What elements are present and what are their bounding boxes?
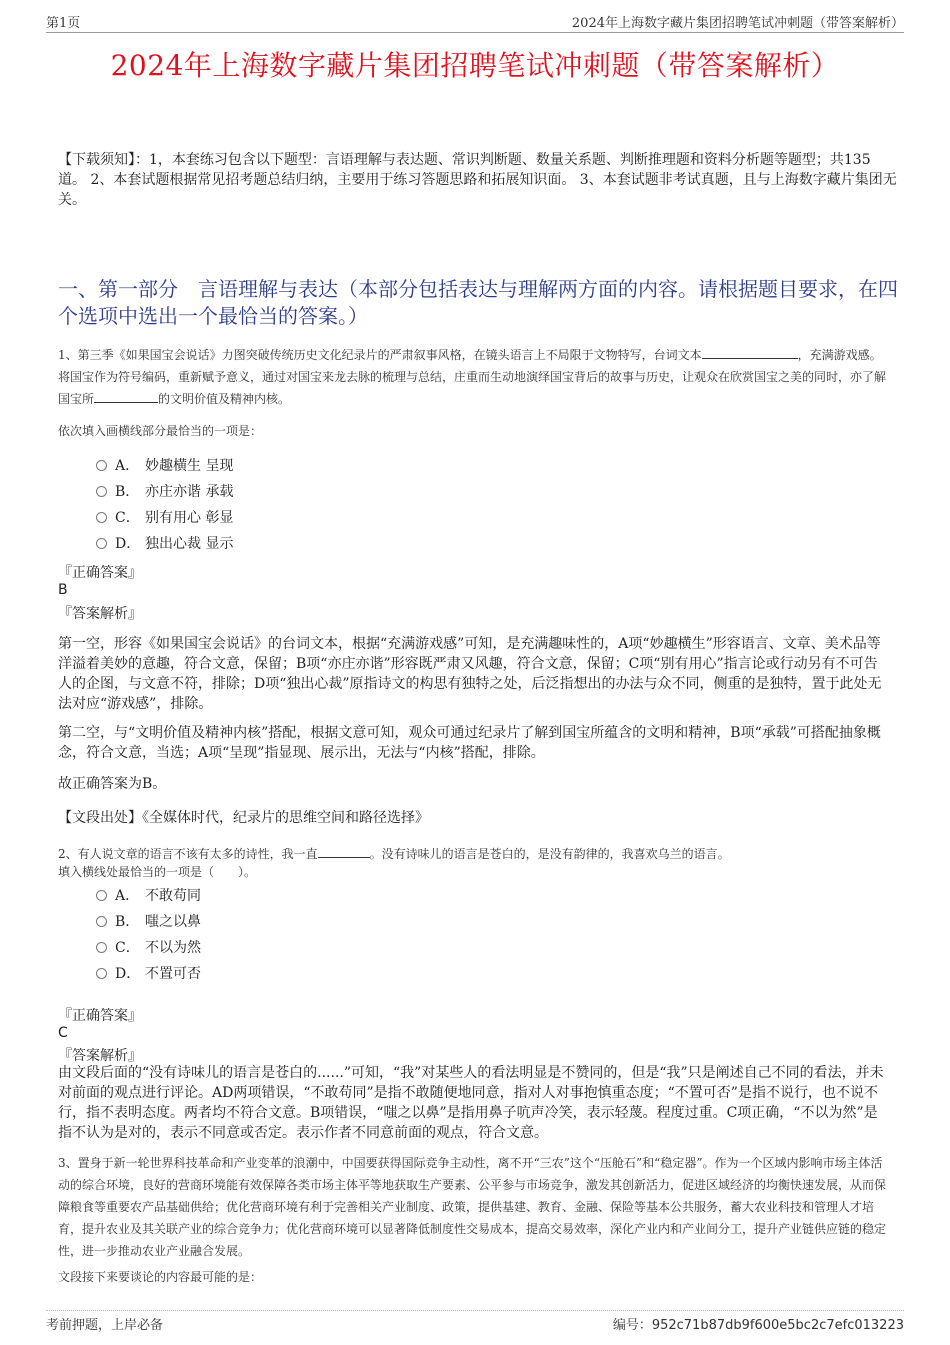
q1-prompt: 依次填入画横线部分最恰当的一项是： — [58, 424, 263, 438]
q3-prompt: 文段接下来要谈论的内容最可能的是： — [58, 1270, 263, 1284]
q2-answer: C — [58, 1025, 68, 1041]
q2-option-a[interactable]: A． 不敢苟同 — [96, 887, 201, 905]
q1-text-c: 的文明价值及精神内核。 — [158, 392, 291, 406]
page-number: 第1页 — [46, 16, 81, 31]
download-notice: 【下载须知】：1，本套练习包含以下题型：言语理解与表达题、常识判断题、数量关系题、判断推理题和资料分析题等题型；共135道。 2、本套试题根据常见招考题总结归纳，主要用于练习答题思路和拓展知识面。 3、本套试题非考试真题，且与上海数字藏片集团无关。 — [58, 152, 897, 208]
footer-code — [613, 1314, 904, 1333]
question-2-stem — [58, 844, 888, 864]
q2-option-d[interactable]: D． 不置可否 — [96, 965, 201, 983]
radio-icon[interactable] — [96, 538, 107, 549]
q1-option-b[interactable]: B． 亦庄亦谐 承载 — [96, 483, 233, 501]
radio-icon[interactable] — [96, 968, 107, 979]
q1-text-a: 1、第三季《如果国宝会说话》力图突破传统历史文化纪录片的严肃叙事风格，在镜头语言上不局限于文物特写，台词文本 — [58, 348, 702, 362]
q2-option-b[interactable]: B． 嗤之以鼻 — [96, 913, 201, 931]
header-divider — [46, 32, 904, 33]
q1-conclusion: 故正确答案为B。 — [58, 776, 167, 792]
section-heading: 一、第一部分 言语理解与表达（本部分包括表达与理解两方面的内容。请根据题目要求，在四个选项中选出一个最恰当的答案。） — [58, 277, 898, 328]
footer-divider — [46, 1310, 904, 1311]
q1-analysis-2: 第二空，与“文明价值及精神内核”搭配，根据文意可知，观众可通过纪录片了解到国宝所蕴含的文明和精神，B项“承载”可搭配抽象概念，符合文意，当选；A项“呈现”指显现、展示出，无法与“内核”搭配，排除。 — [58, 725, 881, 761]
q2-blank — [318, 845, 370, 858]
q2-prompt: 填入横线处最恰当的一项是（ ）。 — [58, 865, 257, 879]
question-1-stem — [58, 344, 888, 410]
q2-analysis-label: 『答案解析』 — [58, 1048, 142, 1064]
q2-answer-label: 『正确答案』 — [58, 1008, 142, 1024]
radio-icon[interactable] — [96, 512, 107, 523]
q1-answer: B — [58, 582, 68, 598]
footer-code-label: 编号： — [612, 1318, 652, 1333]
q1-source: 【文段出处】《全媒体时代，纪录片的思维空间和路径选择》 — [58, 810, 429, 826]
q1-answer-label: 『正确答案』 — [58, 565, 142, 581]
q1-text-b: ，充满游戏感。将国宝作为符号编码，重新赋予意义，通过对国宝来龙去脉的梳理与总结，庄重而生动地演绎国宝背后的故事与历史，让观众在欣赏国宝之美的同时，亦了解国宝所 — [58, 348, 887, 406]
radio-icon[interactable] — [96, 486, 107, 497]
footer-slogan: 考前押题，上岸必备 — [46, 1318, 164, 1333]
q1-blank-2 — [94, 390, 158, 403]
running-title: 2024年上海数字藏片集团招聘笔试冲刺题（带答案解析） — [571, 16, 904, 31]
q1-option-d[interactable]: D． 独出心裁 显示 — [96, 535, 233, 553]
q2-option-c[interactable]: C． 不以为然 — [96, 939, 201, 957]
footer-code-value: 952c71b87db9f600e5bc2c7efc013223 — [651, 1318, 904, 1333]
q1-analysis-1: 第一空，形容《如果国宝会说话》的台词文本，根据“充满游戏感”可知，是充满趣味性的，A项“妙趣横生”形容语言、文章、美术品等洋溢着美妙的意趣，符合文意，保留；B项“亦庄亦谐”形容既严肃又风趣，符合文意，保留；C项“别有用心”指言论或行动另有不可告人的企图，与文意不符，排除；D项“独出心裁”原指诗文的构思有独特之处，后泛指想出的办法与众不同，侧重的是独特，置于此处无法对应“游戏感”，排除。 — [58, 636, 882, 712]
radio-icon[interactable] — [96, 890, 107, 901]
radio-icon[interactable] — [96, 916, 107, 927]
q1-blank-1 — [702, 346, 798, 359]
radio-icon[interactable] — [96, 942, 107, 953]
q2-text-b: 。没有诗味儿的语言是苍白的，是没有韵律的，我喜欢乌兰的语言。 — [369, 847, 730, 861]
q1-option-c[interactable]: C． 别有用心 彰显 — [96, 509, 233, 527]
q2-analysis: 由文段后面的“没有诗味儿的语言是苍白的......”可知，“我”对某些人的看法明显是不赞同的，但是“我”只是阐述自己不同的看法，并未对前面的观点进行评论。AD两项错误，“不敢苟同”是指不敢随便地同意，指对人对事抱慎重态度；“不置可否”是指不说行，也不说不行，指不表明态度。两者均不符合文意。B项错误，“嗤之以鼻”是指用鼻子吭声冷笑，表示轻蔑。程度过重。C项正确，“不以为然”是指不认为是对的，表示不同意或否定。表示作者不同意前面的观点，符合文意。 — [58, 1065, 884, 1141]
document-title: 2024年上海数字藏片集团招聘笔试冲刺题（带答案解析） — [110, 49, 840, 82]
q2-text-a: 2、有人说文章的语言不该有太多的诗性，我一直 — [58, 847, 318, 861]
q1-analysis-label: 『答案解析』 — [58, 606, 142, 622]
radio-icon[interactable] — [96, 460, 107, 471]
q1-option-a[interactable]: A． 妙趣横生 呈现 — [96, 457, 233, 475]
question-3-stem: 3、置身于新一轮世界科技革命和产业变革的浪潮中，中国要获得国际竞争主动性，离不开“三农”这个“压舱石”和“稳定器”。作为一个区域内影响市场主体活动的综合环境，良好的营商环境能有效保障各类市场主体平等地获取生产要素、公平参与市场竞争，激发其创新活力，促进区域经济的均衡快速发展，从而保障粮食等重要农产品基础供给；优化营商环境有利于完善相关产业制度、政策，提供基建、教育、金融、保险等基本公共服务，蓄大农业科技和管理人才培育，提升农业及其关联产业的综合竞争力；优化营商环境可以显著降低制度性交易成本，提高交易效率，深化产业内和产业间分工，提升产业链供应链的稳定性，进一步推动农业产业融合发展。 — [58, 1156, 887, 1258]
